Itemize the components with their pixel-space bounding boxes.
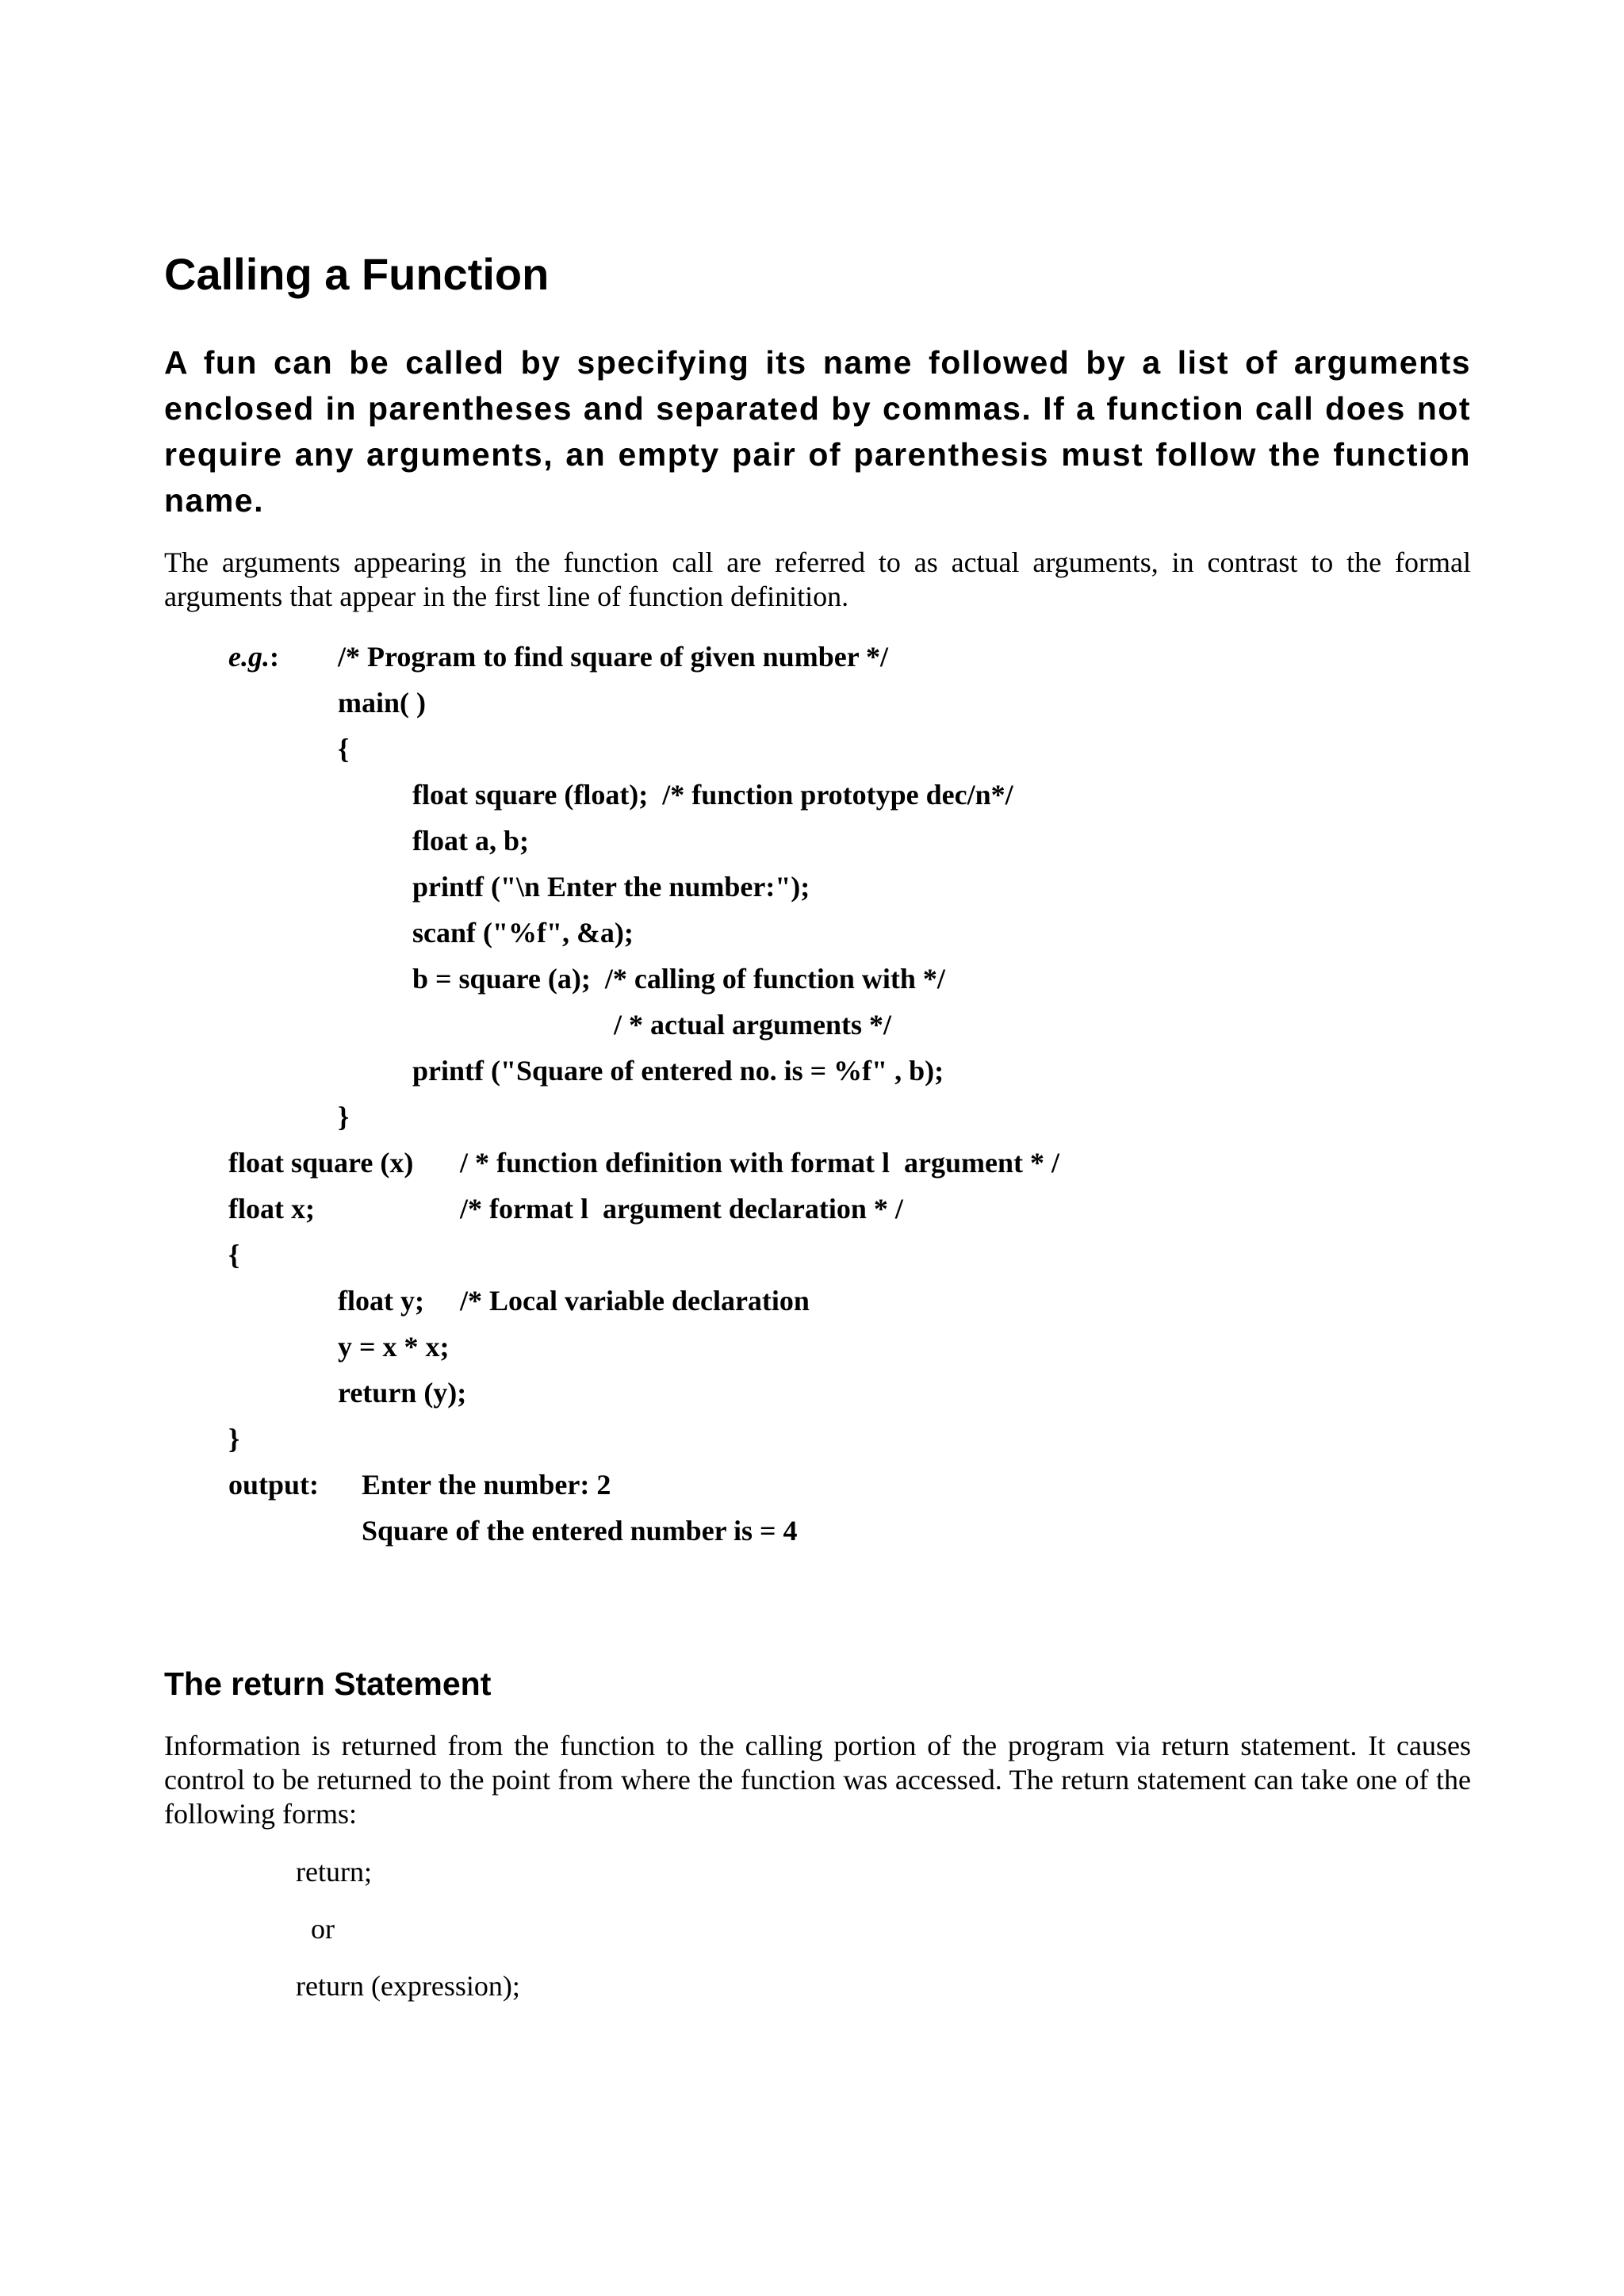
actual-arguments-paragraph: The arguments appearing in the function call are referred to as actual arguments, in contrast to the formal arguments that appear in the first line of function definition. (164, 546, 1471, 612)
code-line: y = x * x; (338, 1331, 450, 1363)
return-form: return; (296, 1856, 372, 1888)
section-title-return-statement: The return Statement (164, 1665, 492, 1702)
code-line: scanf ("%f", &a); (412, 917, 634, 949)
section-title-calling-a-function: Calling a Function (164, 249, 550, 299)
section-lead-paragraph: A fun can be called by specifying its name followed by a list of arguments enclosed in parentheses and separated by commas. If a function call does not require any arguments, an empty pair of parenthesis must follow the function name. (164, 344, 1471, 519)
return-statement-paragraph: Information is returned from the function to the calling portion of the program via return statement. It causes control to be returned to the point from where the function was accessed. The return statement can take one of the following forms: (164, 1730, 1471, 1830)
code-line: printf ("Square of entered no. is = %f" , b); (412, 1055, 944, 1087)
output-line: Square of the entered number is = 4 (362, 1515, 798, 1547)
code-line: } (338, 1101, 350, 1133)
code-line: { (228, 1239, 240, 1271)
code-line: main( ) (338, 687, 426, 719)
code-line: { (338, 733, 350, 765)
code-line: b = square (a); /* calling of function with */ (412, 963, 945, 995)
code-comment: /* format l argument declaration * / (460, 1193, 903, 1225)
return-form-separator: or (311, 1913, 335, 1945)
code-line: float y; (338, 1285, 424, 1317)
code-line: return (y); (338, 1377, 467, 1409)
code-line: float square (x) (228, 1147, 414, 1179)
code-line: float square (float); /* function prototype dec/n*/ (412, 779, 1013, 811)
code-line: } (228, 1423, 240, 1455)
code-line: float x; (228, 1193, 315, 1225)
example-label: e.g.: (228, 641, 279, 673)
code-line: /* Program to find square of given number */ (338, 641, 889, 673)
code-comment: /* Local variable declaration (460, 1285, 810, 1317)
output-label: output: (228, 1469, 320, 1501)
code-line: float a, b; (412, 825, 529, 857)
output-line: Enter the number: 2 (362, 1469, 611, 1501)
code-line: printf ("\n Enter the number:"); (412, 871, 810, 903)
code-comment-continuation: / * actual arguments */ (614, 1009, 891, 1041)
return-form: return (expression); (296, 1970, 520, 2002)
code-comment: / * function definition with format l argument * / (460, 1147, 1059, 1179)
